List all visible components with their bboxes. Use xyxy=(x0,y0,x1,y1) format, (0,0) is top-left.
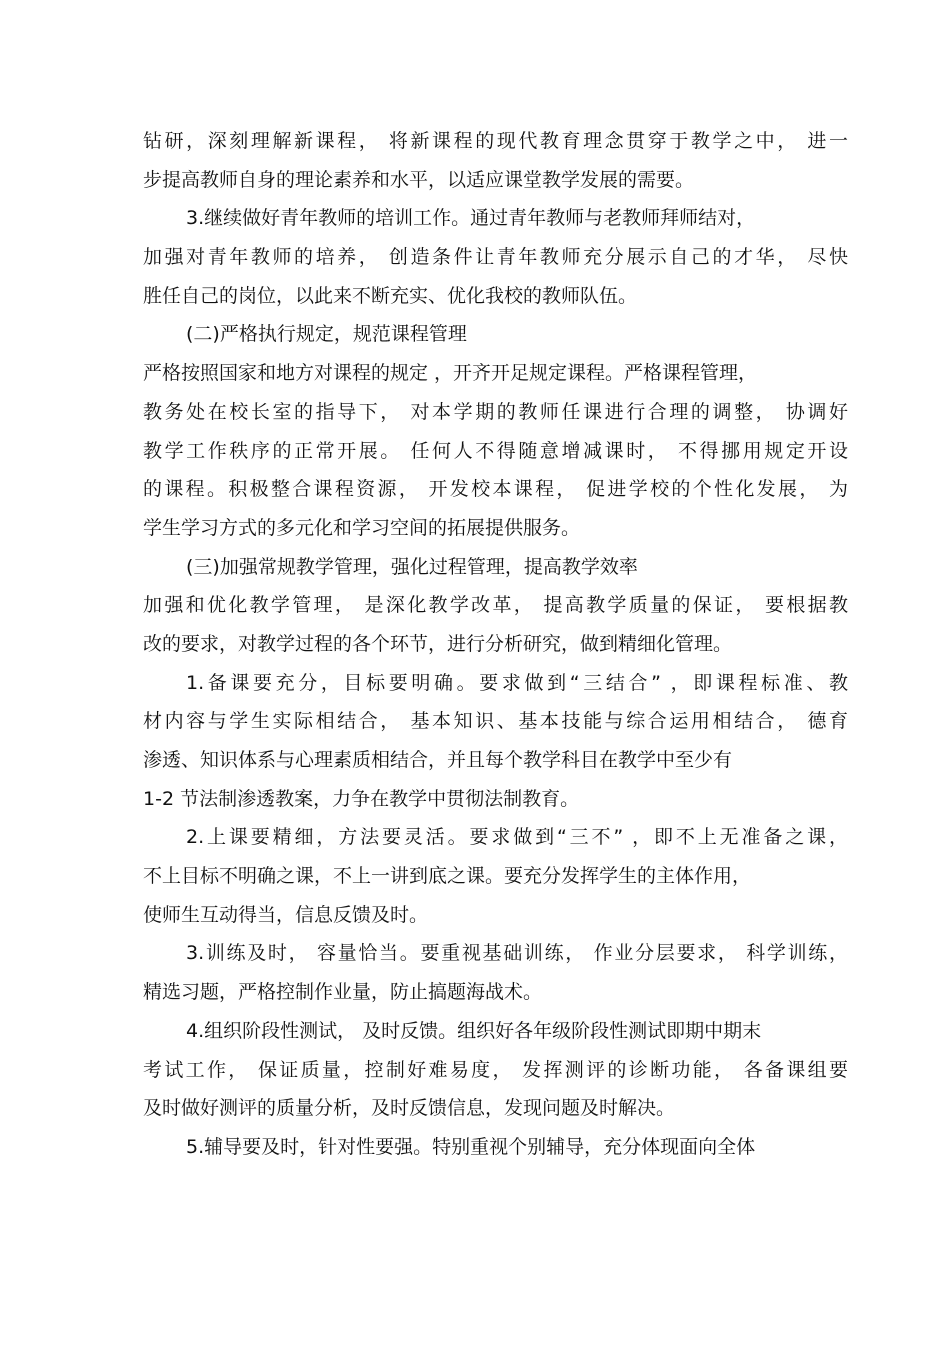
text-line-13: 加强和优化教学管理， 是深化教学改革， 提高教学质量的保证， 要根据教 xyxy=(143,594,848,617)
text-line-18: 1-2 节法制渗透教案，力争在教学中贯彻法制教育。 xyxy=(143,787,580,810)
text-line-21: 使师生互动得当，信息反馈及时。 xyxy=(143,903,429,926)
text-line-26: 及时做好测评的质量分析，及时反馈信息，发现问题及时解决。 xyxy=(143,1097,676,1120)
text-line-15: 1.备课要充分，目标要明确。要求做到“三结合” ，即课程标准、教 xyxy=(186,671,848,694)
text-line-22: 3.训练及时， 容量恰当。要重视基础训练， 作业分层要求， 科学训练， xyxy=(186,942,848,965)
document-body xyxy=(143,122,848,1167)
text-line-9: 教学工作秩序的正常开展。 任何人不得随意增减课时， 不得挪用规定开设 xyxy=(143,439,848,462)
text-line-7: 严格按照国家和地方对课程的规定 ，开齐开足规定课程。严格课程管理， xyxy=(143,362,758,385)
text-line-16: 材内容与学生实际相结合， 基本知识、基本技能与综合运用相结合， 德育 xyxy=(143,710,848,733)
section-heading-3: (三)加强常规教学管理，强化过程管理，提高教学效率 xyxy=(186,555,638,578)
text-line-23: 精选习题，严格控制作业量，防止搞题海战术。 xyxy=(143,981,543,1004)
text-line-27: 5.辅导要及时，针对性要强。特别重视个别辅导，充分体现面向全体 xyxy=(186,1135,756,1158)
text-line-11: 学生学习方式的多元化和学习空间的拓展提供服务。 xyxy=(143,516,581,539)
text-line-8: 教务处在校长室的指导下， 对本学期的教师任课进行合理的调整， 协调好 xyxy=(143,400,848,423)
text-line-17: 渗透、知识体系与心理素质相结合，并且每个教学科目在教学中至少有 xyxy=(143,749,733,771)
text-line-2: 步提高教师自身的理论素养和水平，以适应课堂教学发展的需要。 xyxy=(143,168,695,191)
section-heading-2: (二)严格执行规定，规范课程管理 xyxy=(186,323,467,346)
text-line-3: 3.继续做好青年教师的培训工作。通过青年教师与老教师拜师结对， xyxy=(186,207,756,230)
text-line-25: 考试工作， 保证质量，控制好难易度， 发挥测评的诊断功能， 各备课组要 xyxy=(143,1058,848,1081)
text-line-1: 钻研，深刻理解新课程， 将新课程的现代教育理念贯穿于教学之中， 进一 xyxy=(143,130,848,152)
text-line-10: 的课程。积极整合课程资源， 开发校本课程， 促进学校的个性化发展， 为 xyxy=(143,478,848,501)
text-line-14: 改的要求，对教学过程的各个环节，进行分析研究，做到精细化管理。 xyxy=(143,632,733,655)
text-line-24: 4.组织阶段性测试， 及时反馈。组织好各年级阶段性测试即期中期末 xyxy=(186,1019,762,1042)
text-line-5: 胜任自己的岗位，以此来不断充实、优化我校的教师队伍。 xyxy=(143,284,638,307)
text-line-4: 加强对青年教师的培养， 创造条件让青年教师充分展示自己的才华， 尽快 xyxy=(143,246,848,269)
text-line-20: 不上目标不明确之课，不上一讲到底之课。要充分发挥学生的主体作用， xyxy=(143,865,752,888)
text-line-19: 2.上课要精细，方法要灵活。要求做到“三不” ，即不上无准备之课， xyxy=(186,826,848,849)
